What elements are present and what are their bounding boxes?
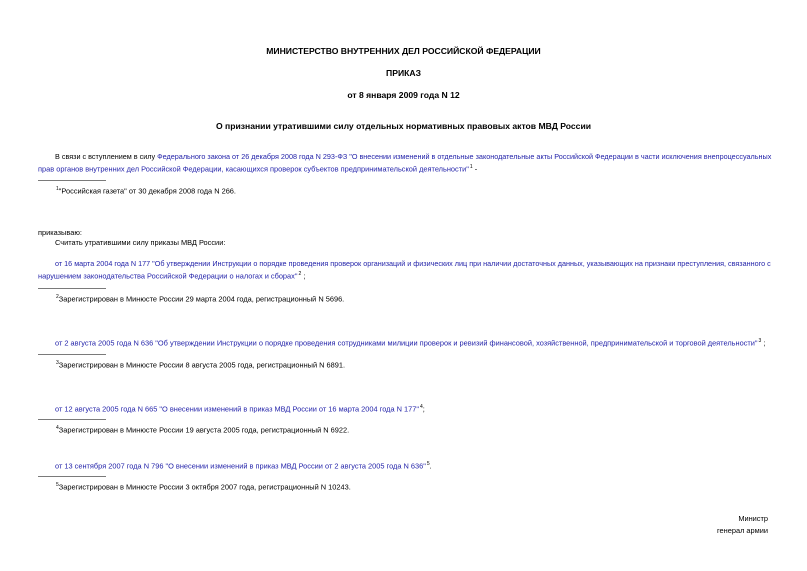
order-item-3-link[interactable]: от 12 августа 2005 года N 665 "О внесении изменений в приказ МВД России от 16 марта 2004 года N 177" [55,404,419,414]
signature-rank: генерал армии [717,526,768,535]
footnote-divider [38,288,106,289]
footnote-divider [38,180,106,181]
footnote-ref-5[interactable]: 5 [426,461,430,467]
order-item-4 [55,459,432,471]
order-item-4-link[interactable]: от 13 сентября 2007 года N 796 "О внесении изменений в приказ МВД России от 2 августа 2005 года N 636" [55,461,426,471]
footnote-3 [55,358,345,370]
order-item-2 [55,336,765,348]
order-item-1-tail: ; [301,271,306,281]
footnote-4-text: Зарегистрирован в Минюсте России 19 августа 2005 года, регистрационный N 6922. [58,425,350,435]
footnote-divider [38,419,106,420]
federal-law-link-cont[interactable]: прав органов внутренних дел Российской Федерации, касающихся проверок субъектов предпринимательской деятельности" [38,164,469,174]
footnote-2 [55,292,344,304]
order-item-1-line-1 [55,259,771,269]
footnote-5 [55,480,351,492]
order-item-3 [55,402,425,414]
preamble-tail: - [472,164,478,174]
footnote-4 [55,423,349,435]
preamble-lead: В связи с вступлением в силу [55,152,158,161]
footnote-ref-2[interactable]: 2 [298,271,302,277]
footnote-3-text: Зарегистрирован в Минюсте России 8 августа 2005 года, регистрационный N 6891. [58,360,346,370]
footnote-mark-5: 5 [56,482,59,488]
order-item-1-line-2 [38,269,305,281]
order-item-2-tail: ; [761,338,766,348]
federal-law-link[interactable]: Федерального закона от 26 декабря 2008 года N 293-ФЗ "О внесении изменений в отдельные законодательные акты Российской Федерации в части исключения внепроцессуальных [157,152,772,161]
footnote-mark-1: 1 [56,186,59,192]
footnote-ref-4[interactable]: 4 [419,404,423,410]
order-item-3-tail: ; [422,404,425,414]
preamble-line-1 [55,152,771,162]
order-prikazyvayu: приказываю: [38,228,82,237]
doc-type-heading: ПРИКАЗ [386,68,421,78]
doc-title: О признании утратившими силу отдельных нормативных правовых актов МВД России [215,121,592,131]
footnote-ref-3[interactable]: 3 [758,338,762,344]
order-item-4-tail: . [429,461,432,471]
order-item-1-link-cont[interactable]: нарушением законодательства Российской Федерации о налогах и сборах" [38,271,298,281]
ministry-heading: МИНИСТЕРСТВО ВНУТРЕННИХ ДЕЛ РОССИЙСКОЙ ФЕДЕРАЦИИ [266,46,541,56]
footnote-divider [38,354,106,355]
footnote-2-text: Зарегистрирован в Минюсте России 29 марта 2004 года, регистрационный N 5696. [58,294,345,304]
footnote-mark-3: 3 [56,360,59,366]
order-item-2-link[interactable]: от 2 августа 2005 года N 636 "Об утверждении Инструкции о порядке проведения сотрудниками милиции проверок и ревизий финансовой, хозяйственной, предпринимательской и торговой деятельности" [55,338,758,348]
signature-role: Министр [738,514,768,523]
footnote-1-text: "Российская газета" от 30 декабря 2008 года N 266. [58,186,236,196]
footnote-1 [55,184,236,196]
footnote-5-text: Зарегистрирован в Минюсте России 3 октября 2007 года, регистрационный N 10243. [58,482,351,492]
doc-date-number: от 8 января 2009 года N 12 [347,90,460,100]
order-statement: Считать утратившими силу приказы МВД России: [55,238,226,247]
order-item-1-link[interactable]: от 16 марта 2004 года N 177 "Об утверждении Инструкции о порядке проведения проверок организаций и физических лиц при наличии достаточных данных, указывающих на признаки преступления, связанного с [55,259,771,268]
footnote-mark-2: 2 [56,294,59,300]
preamble-line-2 [38,162,477,174]
footnote-ref-1[interactable]: 1 [469,164,473,170]
footnote-mark-4: 4 [56,425,59,431]
footnote-divider [38,476,106,477]
